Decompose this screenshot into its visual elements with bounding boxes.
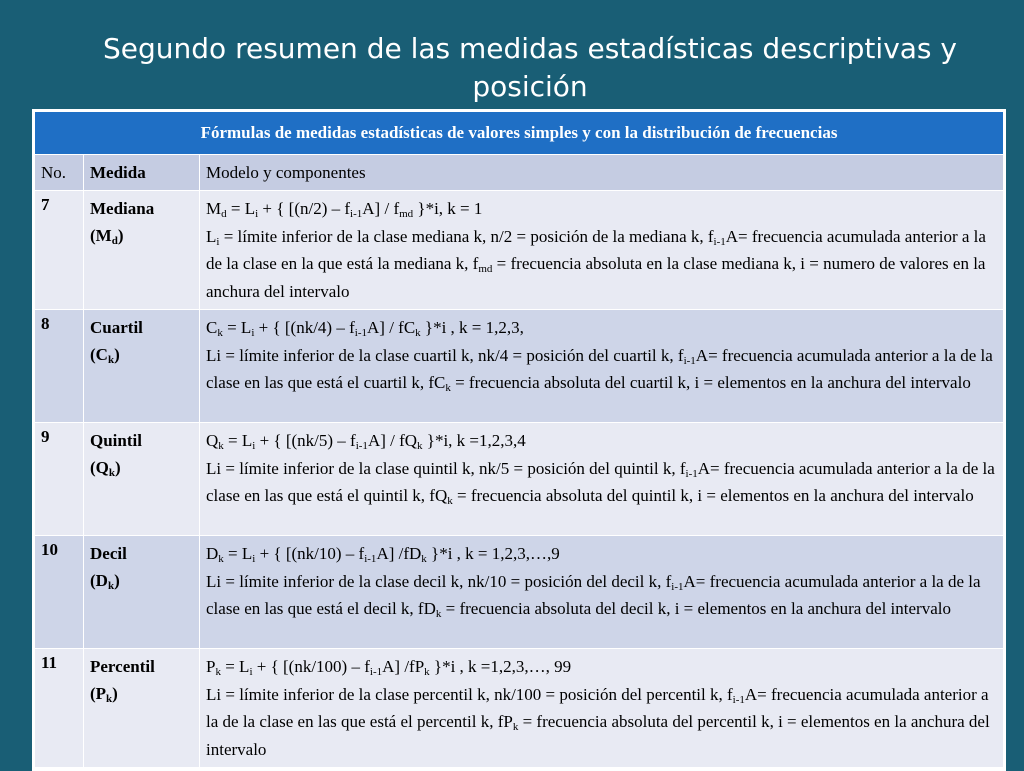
text-segment: Q: [206, 431, 219, 450]
text-segment: = frecuencia absoluta del cuartil k, i = elementos en la anchura del intervalo: [450, 373, 971, 392]
text-segment: }*i , k = 1,2,3,…,9: [426, 544, 560, 563]
subscript: i-1: [713, 235, 726, 248]
text-segment: A] / f: [362, 199, 400, 218]
measure-symbol: [90, 680, 193, 707]
measure-symbol: [90, 222, 193, 249]
text-segment: A= frecuencia acumulada anterior a la de la clase en las que está el decil k, fD: [206, 571, 981, 618]
text-segment: M: [206, 199, 222, 218]
text-segment: + { [(nk/4) – f: [254, 318, 355, 337]
subscript: md: [478, 263, 493, 275]
text-segment: = L: [222, 318, 252, 337]
subscript: k: [108, 467, 116, 479]
text-segment: A] /fP: [382, 657, 425, 676]
formula-table: [34, 111, 1004, 768]
subscript: i: [251, 327, 255, 339]
measure-name: [84, 191, 200, 310]
text-segment: A] / fC: [367, 318, 416, 337]
text-segment: }*i, k =1,2,3,4: [422, 431, 526, 450]
subscript: i-1: [369, 666, 383, 678]
subscript: i-1: [364, 553, 377, 565]
text-segment: Li = límite inferior de la clase decil k, nk/10 = posición del decil k, f: [206, 571, 672, 591]
text-segment: ): [112, 684, 118, 703]
column-header-medida: Medida: [84, 155, 200, 191]
subscript: k: [421, 553, 427, 565]
text-segment: D: [206, 544, 219, 563]
measure-name: [84, 423, 200, 536]
subscript: k: [107, 354, 115, 366]
measure-label: Mediana: [90, 199, 155, 218]
text-segment: + { [(nk/5) – f: [255, 431, 356, 450]
table-row: [35, 310, 1004, 423]
subscript: k: [445, 382, 451, 394]
formula-description: [206, 568, 997, 623]
column-header-modelo: Modelo y componentes: [200, 155, 1004, 191]
formula-cell: [200, 536, 1004, 649]
table-row: [35, 423, 1004, 536]
text-segment: A= frecuencia acumulada anterior a la de la clase en las que está el quintil k, fQ: [206, 458, 995, 505]
formula-description: [206, 342, 997, 397]
formula-description: [206, 223, 997, 306]
text-segment: + { [(n/2) – f: [258, 199, 351, 218]
measure-name: [84, 536, 200, 649]
text-segment: (P: [90, 684, 107, 703]
measure-label: Percentil: [90, 657, 155, 676]
formula-cell: [200, 423, 1004, 536]
measure-name: [84, 649, 200, 768]
row-number: 10: [35, 536, 84, 649]
text-segment: = frecuencia absoluta en la clase mediana k, i = numero de valores en la anchura del intervalo: [206, 254, 986, 301]
text-segment: ): [114, 345, 120, 364]
formula-table-container: [32, 109, 1006, 771]
text-segment: Li = límite inferior de la clase cuartil k, nk/4 = posición del cuartil k, f: [206, 345, 684, 365]
text-segment: ): [114, 571, 120, 590]
subscript: k: [424, 666, 430, 678]
formula-description: [206, 681, 997, 764]
subscript: k: [415, 327, 421, 339]
subscript: k: [106, 693, 113, 705]
formula-cell: [200, 649, 1004, 768]
table-row: [35, 536, 1004, 649]
row-number: 8: [35, 310, 84, 423]
text-segment: (M: [90, 226, 112, 245]
text-segment: A= frecuencia acumulada anterior a la de la clase en la que está la mediana k, f: [206, 226, 986, 273]
row-number: 7: [35, 191, 84, 310]
formula: [206, 314, 997, 342]
measure-symbol: [90, 341, 193, 368]
subscript: k: [215, 666, 221, 678]
text-segment: (D: [90, 571, 108, 590]
text-segment: }*i, k = 1: [413, 199, 483, 218]
subscript: i: [255, 208, 259, 220]
text-segment: = L: [226, 199, 256, 218]
subscript: i-1: [354, 327, 367, 339]
subscript: i-1: [355, 440, 368, 452]
subscript: i: [252, 440, 256, 452]
text-segment: P: [206, 657, 216, 676]
text-segment: C: [206, 318, 218, 337]
text-segment: (Q: [90, 458, 109, 477]
text-segment: }*i , k =1,2,3,…, 99: [429, 657, 572, 676]
subscript: i-1: [683, 354, 696, 367]
subscript: k: [447, 495, 453, 507]
text-segment: + { [(nk/100) – f: [252, 657, 370, 676]
formula: [206, 653, 997, 681]
subscript: i-1: [685, 467, 698, 480]
text-segment: = L: [223, 544, 253, 563]
subscript: i: [216, 235, 220, 248]
text-segment: A] /fD: [376, 544, 422, 563]
subscript: k: [218, 440, 224, 452]
subscript: k: [218, 553, 224, 565]
subscript: d: [221, 208, 227, 220]
text-segment: A= frecuencia acumulada anterior a la de la clase en las que está el percentil k, fP: [206, 684, 989, 731]
formula-cell: [200, 310, 1004, 423]
text-segment: = L: [220, 657, 250, 676]
row-number: 11: [35, 649, 84, 768]
subscript: i-1: [671, 580, 684, 593]
table-row: [35, 649, 1004, 768]
text-segment: A= frecuencia acumulada anterior a la de la clase en las que está el cuartil k, fC: [206, 345, 993, 392]
formula: [206, 427, 997, 455]
formula-cell: [200, 191, 1004, 310]
table-row: [35, 191, 1004, 310]
formula: [206, 540, 997, 568]
column-header-no: No.: [35, 155, 84, 191]
subscript: k: [417, 440, 423, 452]
subscript: d: [111, 235, 118, 247]
measure-name: [84, 310, 200, 423]
measure-label: Decil: [90, 544, 127, 563]
text-segment: }*i , k = 1,2,3,: [420, 318, 524, 337]
text-segment: A] / fQ: [367, 431, 418, 450]
table-header: Fórmulas de medidas estadísticas de valores simples y con la distribución de frecuencias: [35, 112, 1004, 155]
subscript: i-1: [350, 208, 363, 220]
row-number: 9: [35, 423, 84, 536]
text-segment: ): [115, 458, 121, 477]
text-segment: Li = límite inferior de la clase quintil k, nk/5 = posición del quintil k, f: [206, 458, 686, 478]
measure-symbol: [90, 567, 193, 594]
subscript: i: [249, 666, 253, 678]
text-segment: = frecuencia absoluta del decil k, i = elementos en la anchura del intervalo: [441, 599, 951, 618]
subscript: md: [399, 208, 414, 220]
formula-description: [206, 455, 997, 510]
subscript: k: [435, 608, 442, 620]
formula: [206, 195, 997, 223]
text-segment: = límite inferior de la clase mediana k, n/2 = posición de la mediana k, f: [219, 226, 714, 246]
subscript: k: [217, 327, 223, 339]
measure-label: Cuartil: [90, 318, 143, 337]
text-segment: + { [(nk/10) – f: [255, 544, 365, 563]
measure-symbol: [90, 454, 193, 481]
text-segment: L: [206, 226, 217, 246]
text-segment: = frecuencia absoluta del percentil k, i = elementos en la anchura del intervalo: [206, 712, 990, 759]
slide-title: Segundo resumen de las medidas estadísticas descriptivas y posición: [103, 32, 957, 103]
subscript: i: [252, 553, 256, 565]
measure-label: Quintil: [90, 431, 142, 450]
text-segment: = frecuencia absoluta del quintil k, i = elementos en la anchura del intervalo: [452, 486, 974, 505]
subscript: k: [512, 721, 519, 733]
text-segment: = L: [223, 431, 253, 450]
subscript: k: [107, 580, 115, 592]
text-segment: Li = límite inferior de la clase percentil k, nk/100 = posición del percentil k, f: [206, 684, 733, 704]
text-segment: ): [117, 226, 124, 245]
subscript: i-1: [732, 693, 745, 706]
text-segment: (C: [90, 345, 108, 364]
